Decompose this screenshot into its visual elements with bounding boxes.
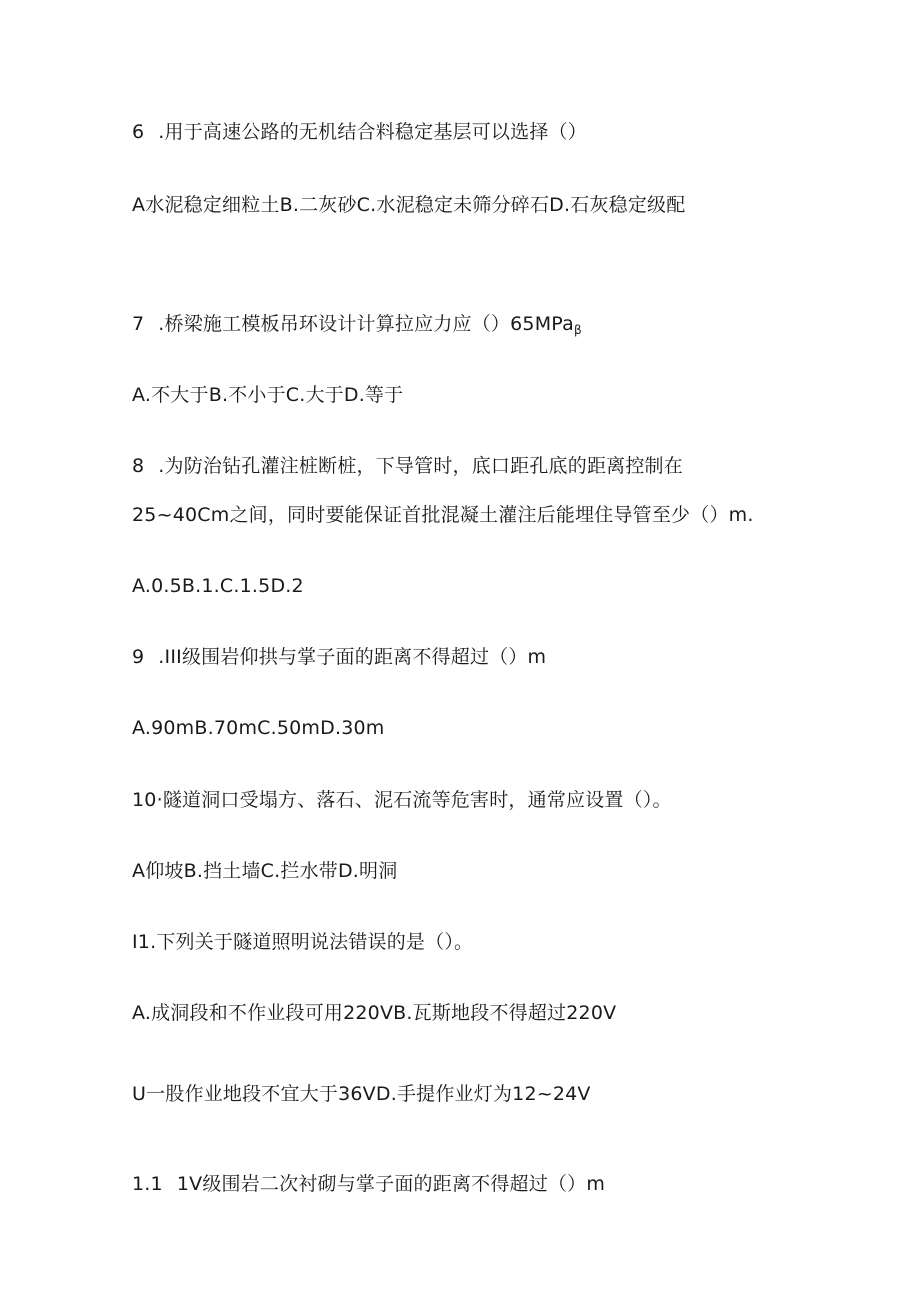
question-number: 9 [132,646,145,668]
question-text: .III级围岩仰拱与掌子面的距离不得超过（）m [158,646,547,668]
question-text: 1V级围岩二次衬砌与掌子面的距离不得超过（）m [176,1173,606,1195]
question-11: I1.下列关于隧道照明说法错误的是（）。 [132,931,474,953]
question-text: .桥梁施工模板吊环设计计算拉应力应（）65MPa [158,313,574,335]
question-number: 7 [132,313,145,335]
question-suffix: β [573,323,582,337]
question-7-options: A.不大于B.不小于C.大于D.等于 [132,384,404,406]
question-6-options: A水泥稳定细粒土B.二灰砂C.水泥稳定未筛分碎石D.石灰稳定级配 [132,194,686,216]
question-number: 8 [132,455,145,477]
question-9-options: A.90mB.70mC.50mD.30m [132,717,385,739]
question-10-options: A仰坡B.挡土墙C.拦水带D.明洞 [132,860,398,882]
question-7 [132,311,582,343]
question-6 [132,119,587,145]
question-12 [132,1171,605,1197]
question-number: 6 [132,121,145,143]
question-11-options-1: A.成洞段和不作业段可用220VB.瓦斯地段不得超过220V [132,1002,617,1024]
question-number: 1.1 [132,1173,163,1195]
question-11-options-2: U一股作业地段不宜大于36VD.手提作业灯为12~24V [132,1083,591,1105]
question-8-options: A.0.5B.1.C.1.5D.2 [132,575,304,597]
question-10: 10·隧道洞口受塌方、落石、泥石流等危害时，通常应设置（）。 [132,789,672,811]
question-8 [132,453,683,479]
question-text: .为防治钻孔灌注桩断桩，下导管时，底口距孔底的距离控制在 [158,455,683,477]
question-text: .用于高速公路的无机结合料稳定基层可以选择（） [158,121,587,143]
question-8-continuation: 25~40Cm之间，同时要能保证首批混凝土灌注后能埋住导管至少（）m. [132,504,754,526]
question-9 [132,644,546,670]
